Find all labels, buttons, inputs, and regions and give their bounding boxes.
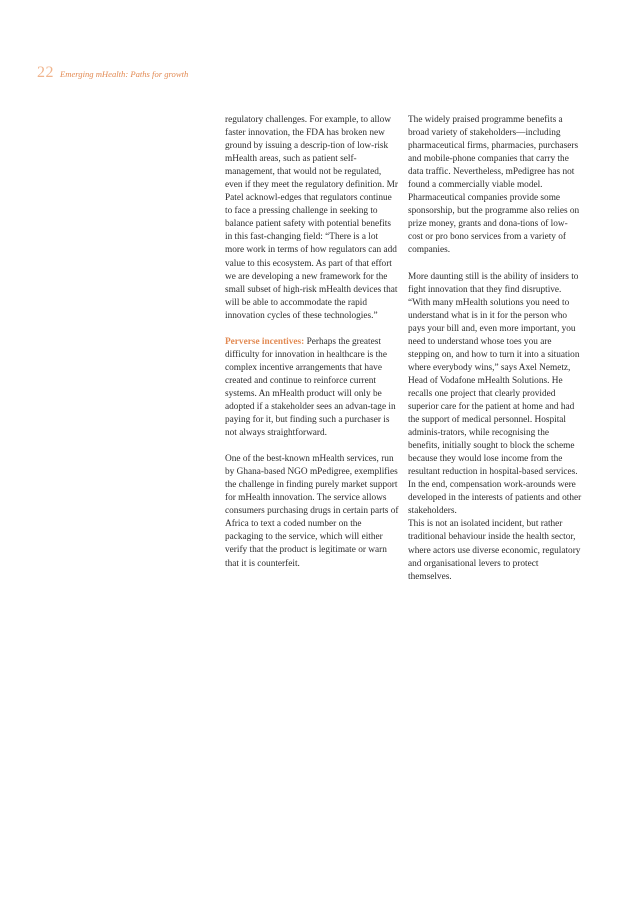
- running-title: Emerging mHealth: Paths for growth: [60, 69, 189, 79]
- running-header: [37, 64, 188, 82]
- body-paragraph: The widely praised programme benefits a broad variety of stakeholders—including pharmaceutical firms, pharmacies, purchasers and mobile-phone companies that carry the data traffic. Nevertheless, mPedigree has not found a commercially viable model. Pharmaceutical companies provide some sponsorship, but the programme also relies on prize money, grants and dona-tions of low-cost or pro bono services from a variety of companies.: [408, 115, 580, 256]
- section-lead-in: Perverse incentives:: [225, 336, 305, 347]
- left-column: [225, 114, 399, 584]
- body-paragraph-perverse-incentives: [225, 336, 399, 440]
- page-number: 22: [37, 64, 54, 81]
- paragraph-body: Perhaps the greatest difficulty for innovation in healthcare is the complex incentive arrangements that have created and continue to reinforce current systems. An mHealth product will only be adopted if a stakeholder sees an advan-tage in paying for it, but finding such a purchaser is not always straightforward.: [225, 336, 396, 439]
- body-paragraph: One of the best-known mHealth services, run by Ghana-based NGO mPedigree, exemplifies the challenge in finding purely market support for mHealth innovation. The service allows consumers purchasing drugs in certain parts of Africa to text a coded number on the packaging to the service, which will either verify that the product is legitimate or warn that it is counterfeit.: [225, 454, 399, 569]
- body-paragraph: This is not an isolated incident, but rather traditional behaviour inside the health sector, where actors use diverse economic, regulatory and organisational levers to protect themselves.: [408, 519, 581, 582]
- body-paragraph: More daunting still is the ability of insiders to fight innovation that they find disruptive. “With many mHealth solutions you need to understand what is in it for the person who pays your bill and, even more important, you need to understand whose toes you are stepping on, and how to turn it into a situation where everybody wins,” says Axel Nemetz, Head of Vodafone mHealth Solutions. He recalls one project that clearly provided superior care for the patient at home and had the support of medical personnel. Hospital adminis-trators, while recognising the benefits, initially sought to block the scheme because they would lose income from the resultant reduction in hospital-based services. In the end, compensation work-arounds were developed in the interests of patients and other stakeholders.: [408, 271, 582, 517]
- right-column: [408, 114, 582, 597]
- body-paragraph: regulatory challenges. For example, to allow faster innovation, the FDA has broken new ground by issuing a descrip-tion of low-risk mHealth areas, such as patient self-management, that would not be regulated, even if they meet the regulatory definition. Mr Patel acknowl-edges that regulators continue to face a pressing challenge in seeking to balance patient safety with potential benefits in this fast-changing field: “There is a lot more work in terms of how regulators can add value to this ecosystem. As part of that effort we are developing a new framework for the small subset of high-risk mHealth devices that will be able to accommodate the rapid innovation cycles of these technologies.”: [225, 115, 398, 321]
